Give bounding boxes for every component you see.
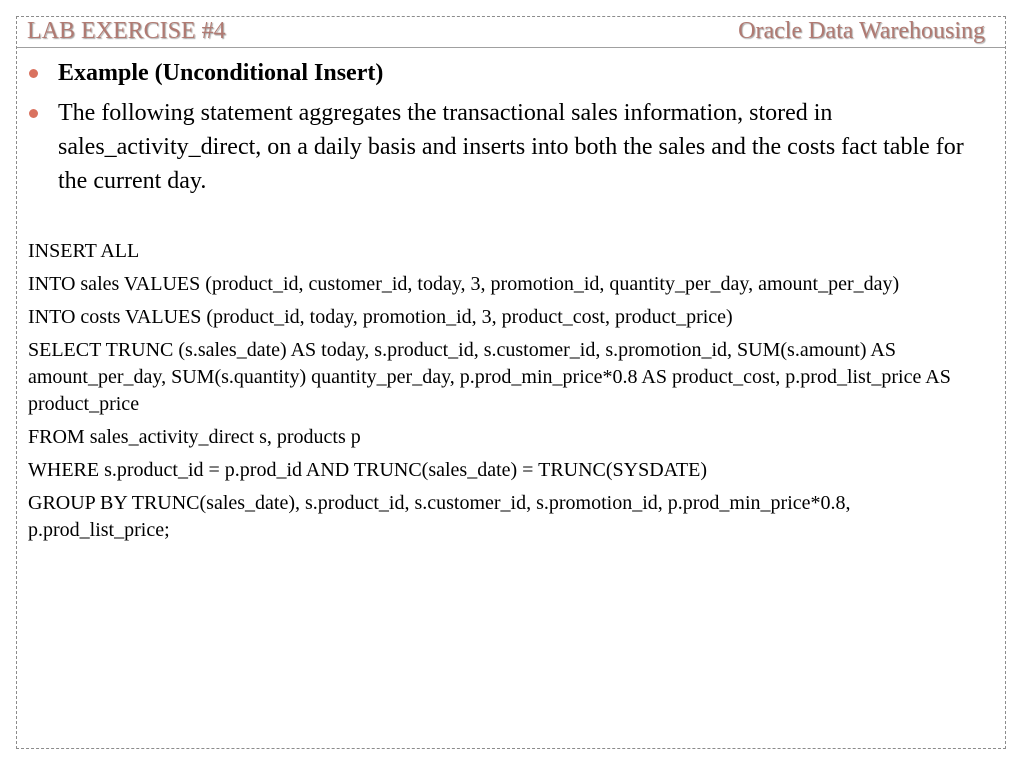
sql-line-from: FROM sales_activity_direct s, products p [28,426,361,448]
course-title: Oracle Data Warehousing [738,18,985,44]
bullet-item-example [28,56,988,90]
sql-statement [28,238,978,550]
bullet-list [28,56,988,204]
sql-line-into-sales: INTO sales VALUES (product_id, customer_id, today, 3, promotion_id, quantity_per_day, amount_per_day) [28,273,900,295]
bullet-item-description [28,96,988,198]
bullet-dot-icon [29,109,38,118]
lab-exercise-title: LAB EXERCISE #4 [27,18,226,44]
sql-line-where: WHERE s.product_id = p.prod_id AND TRUNC(sales_date) = TRUNC(SYSDATE) [28,459,707,481]
bullet-dot-icon [29,69,38,78]
sql-line-insert-all: INSERT ALL [28,240,140,262]
sql-line-group-by: GROUP BY TRUNC(sales_date), s.product_id, s.customer_id, s.promotion_id, p.prod_min_price*0.8, p.prod_list_price; [28,492,851,541]
slide-header [17,17,1005,48]
description-text: The following statement aggregates the transactional sales information, stored in sales_activity_direct, on a daily basis and inserts into both the sales and the costs fact table for the current day. [58,100,964,194]
sql-line-into-costs: INTO costs VALUES (product_id, today, promotion_id, 3, product_cost, product_price) [28,306,733,328]
example-heading: Example (Unconditional Insert) [58,60,384,86]
sql-line-select: SELECT TRUNC (s.sales_date) AS today, s.product_id, s.customer_id, s.promotion_id, SUM(s.amount) AS amount_per_day, SUM(s.quantity) quantity_per_day, p.prod_min_price*0.8 AS product_cost, p.prod_list_price AS product_price [28,339,951,415]
